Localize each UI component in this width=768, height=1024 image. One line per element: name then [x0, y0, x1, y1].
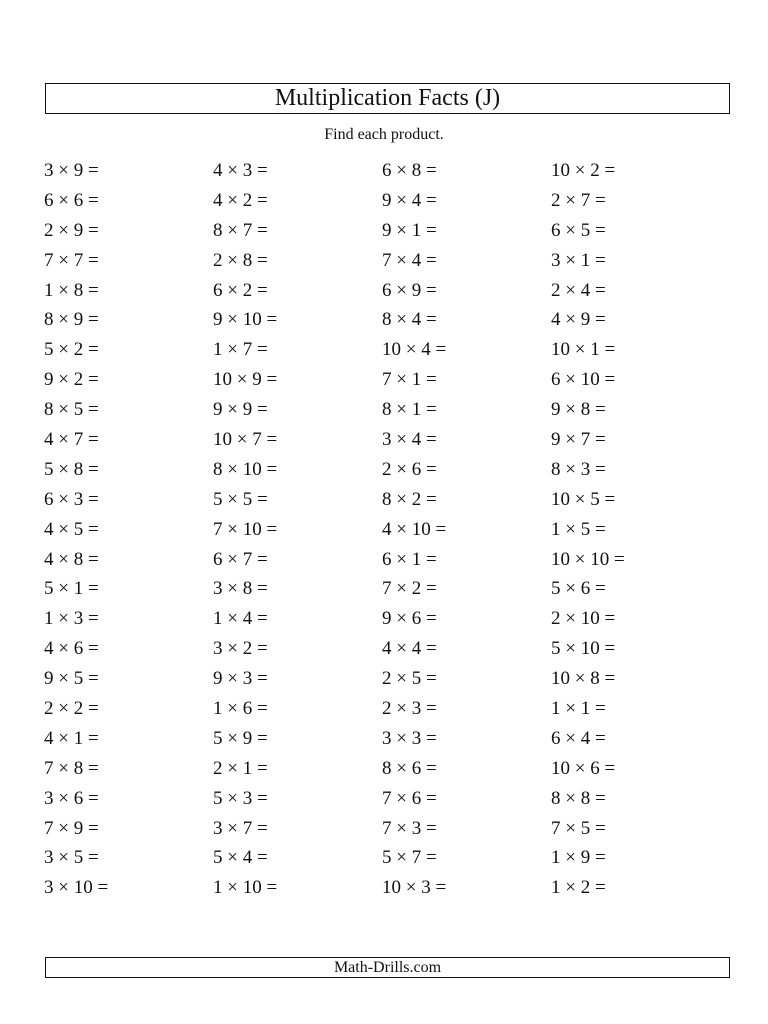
problems-grid — [44, 157, 744, 904]
multiplication-problem: 7 × 3 = — [382, 817, 437, 839]
multiplication-problem: 10 × 5 = — [551, 488, 616, 510]
problem-row — [44, 575, 744, 605]
multiplication-problem: 10 × 9 = — [213, 369, 278, 391]
multiplication-problem: 1 × 7 = — [213, 339, 268, 361]
problem-row — [44, 755, 744, 785]
multiplication-problem: 6 × 4 = — [551, 727, 606, 749]
multiplication-problem: 4 × 9 = — [551, 309, 606, 331]
multiplication-problem: 3 × 10 = — [44, 877, 109, 899]
multiplication-problem: 7 × 6 = — [382, 787, 437, 809]
problem-row — [44, 874, 744, 904]
multiplication-problem: 10 × 2 = — [551, 160, 616, 181]
multiplication-problem: 10 × 1 = — [551, 339, 616, 361]
multiplication-problem: 6 × 8 = — [382, 160, 437, 181]
multiplication-problem: 2 × 10 = — [551, 608, 616, 630]
multiplication-problem: 7 × 9 = — [44, 817, 99, 839]
worksheet-title-box — [45, 83, 730, 114]
multiplication-problem: 3 × 9 = — [44, 160, 99, 181]
multiplication-problem: 5 × 1 = — [44, 578, 99, 600]
multiplication-problem: 6 × 6 = — [44, 189, 99, 211]
multiplication-problem: 1 × 1 = — [551, 698, 606, 720]
multiplication-problem: 8 × 7 = — [213, 219, 268, 241]
multiplication-problem: 9 × 1 = — [382, 219, 437, 241]
multiplication-problem: 9 × 2 = — [44, 369, 99, 391]
multiplication-problem: 3 × 2 = — [213, 638, 268, 660]
problem-row — [44, 277, 744, 307]
multiplication-problem: 5 × 6 = — [551, 578, 606, 600]
multiplication-problem: 9 × 10 = — [213, 309, 278, 331]
multiplication-problem: 2 × 1 = — [213, 757, 268, 779]
multiplication-problem: 10 × 10 = — [551, 548, 625, 570]
multiplication-problem: 3 × 1 = — [551, 249, 606, 271]
footer-box — [45, 957, 730, 978]
multiplication-problem: 6 × 1 = — [382, 548, 437, 570]
multiplication-problem: 4 × 6 = — [44, 638, 99, 660]
problem-row — [44, 486, 744, 516]
multiplication-problem: 3 × 4 = — [382, 429, 437, 451]
multiplication-problem: 1 × 3 = — [44, 608, 99, 630]
worksheet-title: Multiplication Facts (J) — [274, 85, 501, 111]
multiplication-problem: 10 × 4 = — [382, 339, 447, 361]
multiplication-problem: 4 × 5 = — [44, 518, 99, 540]
multiplication-problem: 3 × 3 = — [382, 727, 437, 749]
instruction-text: Find each product. — [324, 126, 444, 143]
multiplication-problem: 8 × 10 = — [213, 458, 278, 480]
problem-row — [44, 635, 744, 665]
problem-row — [44, 456, 744, 486]
multiplication-problem: 4 × 7 = — [44, 429, 99, 451]
multiplication-problem: 8 × 4 = — [382, 309, 437, 331]
multiplication-problem: 5 × 8 = — [44, 458, 99, 480]
problem-row — [44, 844, 744, 874]
multiplication-problem: 4 × 3 = — [213, 160, 268, 181]
multiplication-problem: 2 × 2 = — [44, 698, 99, 720]
problem-row — [44, 725, 744, 755]
multiplication-problem: 2 × 4 = — [551, 279, 606, 301]
multiplication-problem: 5 × 4 = — [213, 847, 268, 869]
multiplication-problem: 5 × 3 = — [213, 787, 268, 809]
multiplication-problem: 1 × 10 = — [213, 877, 278, 899]
problem-row — [44, 785, 744, 815]
multiplication-problem: 8 × 5 = — [44, 399, 99, 421]
multiplication-problem: 10 × 3 = — [382, 877, 447, 899]
multiplication-problem: 7 × 10 = — [213, 518, 278, 540]
multiplication-problem: 1 × 9 = — [551, 847, 606, 869]
multiplication-problem: 2 × 5 = — [382, 668, 437, 690]
multiplication-problem: 4 × 1 = — [44, 727, 99, 749]
multiplication-problem: 8 × 3 = — [551, 458, 606, 480]
multiplication-problem: 5 × 7 = — [382, 847, 437, 869]
multiplication-problem: 10 × 7 = — [213, 429, 278, 451]
multiplication-problem: 9 × 5 = — [44, 668, 99, 690]
multiplication-problem: 7 × 7 = — [44, 249, 99, 271]
problem-row — [44, 187, 744, 217]
multiplication-problem: 2 × 9 = — [44, 219, 99, 241]
problem-row — [44, 695, 744, 725]
multiplication-problem: 5 × 10 = — [551, 638, 616, 660]
multiplication-problem: 2 × 3 = — [382, 698, 437, 720]
multiplication-problem: 1 × 6 = — [213, 698, 268, 720]
problem-row — [44, 396, 744, 426]
multiplication-problem: 9 × 7 = — [551, 429, 606, 451]
multiplication-problem: 4 × 4 = — [382, 638, 437, 660]
multiplication-problem: 10 × 6 = — [551, 757, 616, 779]
multiplication-problem: 1 × 2 = — [551, 877, 606, 899]
problem-row — [44, 815, 744, 845]
multiplication-problem: 6 × 3 = — [44, 488, 99, 510]
problem-row — [44, 247, 744, 277]
multiplication-problem: 2 × 7 = — [551, 189, 606, 211]
multiplication-problem: 1 × 8 = — [44, 279, 99, 301]
multiplication-problem: 8 × 1 = — [382, 399, 437, 421]
multiplication-problem: 7 × 1 = — [382, 369, 437, 391]
problem-row — [44, 306, 744, 336]
multiplication-problem: 7 × 4 = — [382, 249, 437, 271]
multiplication-problem: 8 × 8 = — [551, 787, 606, 809]
problem-row — [44, 217, 744, 247]
multiplication-problem: 7 × 2 = — [382, 578, 437, 600]
multiplication-problem: 4 × 8 = — [44, 548, 99, 570]
multiplication-problem: 9 × 4 = — [382, 189, 437, 211]
problem-row — [44, 157, 744, 187]
problem-row — [44, 605, 744, 635]
multiplication-problem: 3 × 6 = — [44, 787, 99, 809]
multiplication-problem: 3 × 7 = — [213, 817, 268, 839]
multiplication-problem: 1 × 5 = — [551, 518, 606, 540]
multiplication-problem: 8 × 6 = — [382, 757, 437, 779]
multiplication-problem: 4 × 2 = — [213, 189, 268, 211]
multiplication-problem: 5 × 5 = — [213, 488, 268, 510]
multiplication-problem: 2 × 6 = — [382, 458, 437, 480]
multiplication-problem: 9 × 3 = — [213, 668, 268, 690]
multiplication-problem: 8 × 9 = — [44, 309, 99, 331]
multiplication-problem: 6 × 2 = — [213, 279, 268, 301]
multiplication-problem: 5 × 9 = — [213, 727, 268, 749]
multiplication-problem: 6 × 9 = — [382, 279, 437, 301]
multiplication-problem: 6 × 5 = — [551, 219, 606, 241]
multiplication-problem: 3 × 5 = — [44, 847, 99, 869]
multiplication-problem: 9 × 6 = — [382, 608, 437, 630]
multiplication-problem: 3 × 8 = — [213, 578, 268, 600]
multiplication-problem: 7 × 5 = — [551, 817, 606, 839]
multiplication-problem: 6 × 7 = — [213, 548, 268, 570]
problem-row — [44, 665, 744, 695]
multiplication-problem: 7 × 8 = — [44, 757, 99, 779]
multiplication-problem: 9 × 9 = — [213, 399, 268, 421]
problem-row — [44, 336, 744, 366]
multiplication-problem: 5 × 2 = — [44, 339, 99, 361]
multiplication-problem: 6 × 10 = — [551, 369, 616, 391]
problem-row — [44, 366, 744, 396]
footer-text: Math-Drills.com — [333, 959, 442, 976]
multiplication-problem: 8 × 2 = — [382, 488, 437, 510]
multiplication-problem: 4 × 10 = — [382, 518, 447, 540]
problem-row — [44, 426, 744, 456]
problem-row — [44, 546, 744, 576]
multiplication-problem: 10 × 8 = — [551, 668, 616, 690]
multiplication-problem: 9 × 8 = — [551, 399, 606, 421]
multiplication-problem: 1 × 4 = — [213, 608, 268, 630]
problem-row — [44, 516, 744, 546]
multiplication-problem: 2 × 8 = — [213, 249, 268, 271]
